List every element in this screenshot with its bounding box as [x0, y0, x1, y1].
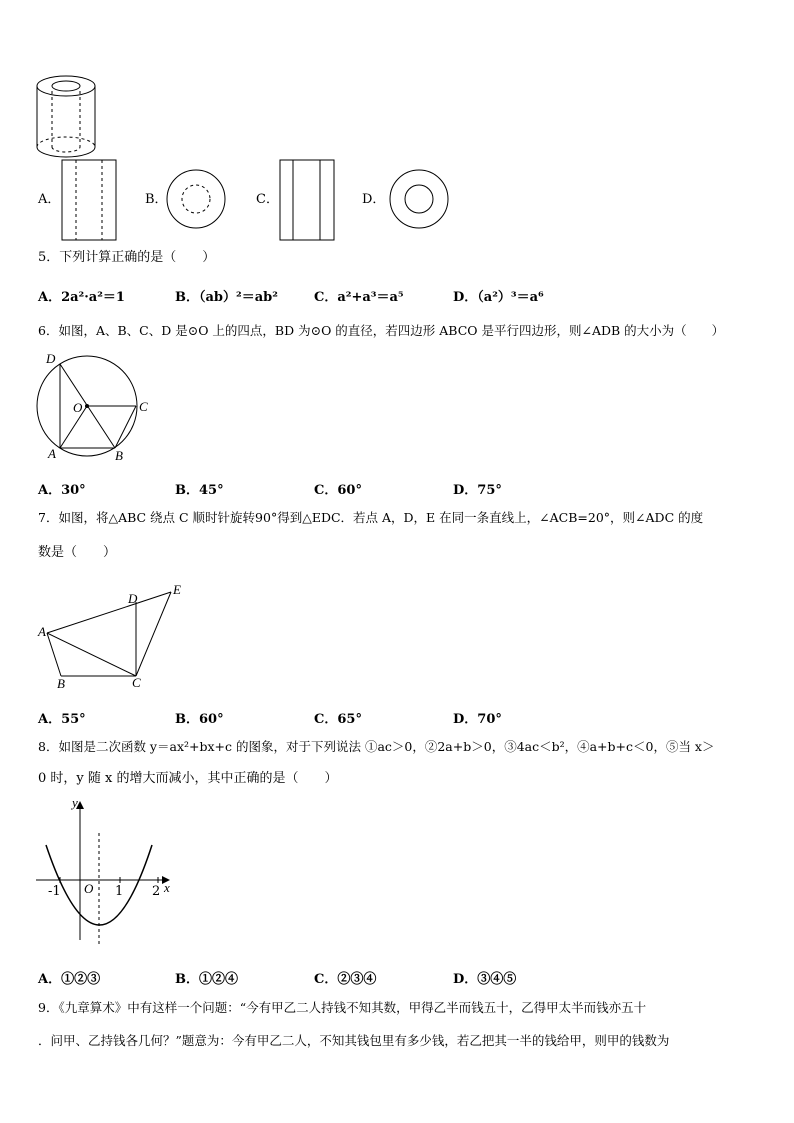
q8-label-o: O	[84, 881, 94, 896]
q8-stem-line2: 0 时，y 随 x 的增大而减小，其中正确的是（ ）	[38, 771, 338, 786]
q9-stem-line1: 9．《九章算术》中有这样一个问题：“今有甲乙二人持钱不知其数，甲得乙半而钱五十，乙得甲太半而钱亦五十	[38, 1000, 647, 1015]
q6-option-c: C．60°	[314, 483, 362, 498]
q8-label-neg1: -1	[48, 884, 61, 899]
q4-option-d: D．	[362, 192, 386, 207]
q7-label-b: B	[57, 676, 65, 691]
q7-label-a: A	[38, 624, 46, 639]
q8-label-1: 1	[115, 884, 124, 899]
q6-label-o: O	[73, 400, 83, 415]
q6-label-c: C	[139, 399, 148, 414]
q9-stem-line2: ．问甲、乙持钱各几何？”题意为：今有甲乙二人，不知其钱包里有多少钱，若乙把其一半的钱给甲，则甲的钱数为	[38, 1033, 670, 1048]
q8-label-2: 2	[152, 884, 161, 899]
q6-label-b: B	[115, 448, 123, 463]
q8-option-b: B．①②④	[175, 972, 238, 987]
q7-label-e: E	[173, 582, 181, 597]
q7-option-a: A．55°	[38, 712, 86, 727]
q7-label-c: C	[132, 675, 141, 690]
q8-label-x: x	[164, 880, 170, 895]
q8-option-d: D．③④⑤	[453, 972, 517, 987]
q7-option-d: D．70°	[453, 712, 502, 727]
q4-option-b: B．	[145, 192, 168, 207]
option-d-view	[390, 170, 448, 228]
q5-option-d: D．（a²）³＝a⁶	[453, 290, 544, 305]
q5-option-b: B．（ab）²＝ab²	[175, 290, 278, 305]
q4-option-c: C．	[256, 192, 279, 207]
q8-option-c: C．②③④	[314, 972, 377, 987]
q7-stem-line1: 7．如图，将△ABC 绕点 C 顺时针旋转90°得到△EDC．若点 A，D，E 在同一条直线上，∠ACB=20°，则∠ADC 的度	[38, 510, 704, 525]
q6-option-b: B．45°	[175, 483, 224, 498]
q7-stem-line2: 数是（ ）	[38, 545, 117, 560]
parabola-graph	[30, 795, 210, 955]
q5-stem: 5．下列计算正确的是（ ）	[38, 250, 216, 265]
q5-option-c: C．a²+a³＝a⁵	[314, 290, 404, 305]
q6-option-d: D．75°	[453, 483, 502, 498]
option-b-view	[167, 170, 225, 228]
q7-label-d: D	[128, 591, 138, 606]
q4-option-a: A．	[38, 192, 61, 207]
q6-label-d: D	[46, 351, 56, 366]
q6-stem: 6．如图，A、B、C、D 是⊙O 上的四点，BD 为⊙O 的直径，若四边形 ABCO 是平行四边形，则∠ADB 的大小为（ ）	[38, 323, 725, 338]
option-a-view	[62, 160, 116, 240]
q5-option-a: A．2a²·a²＝1	[38, 290, 125, 305]
q8-option-a: A．①②③	[38, 972, 101, 987]
option-c-view	[280, 160, 334, 240]
q7-option-b: B．60°	[175, 712, 224, 727]
q6-label-a: A	[48, 446, 56, 461]
q7-option-c: C．65°	[314, 712, 362, 727]
q6-option-a: A．30°	[38, 483, 86, 498]
q8-label-y: y	[72, 795, 78, 810]
hollow-cylinder-solid	[37, 76, 95, 157]
q8-stem-line1: 8．如图是二次函数 y＝ax²+bx+c 的图象，对于下列说法 ①ac＞0，②2a+b＞0，③4ac＜b²，④a+b+c＜0，⑤当 x＞	[38, 739, 715, 754]
